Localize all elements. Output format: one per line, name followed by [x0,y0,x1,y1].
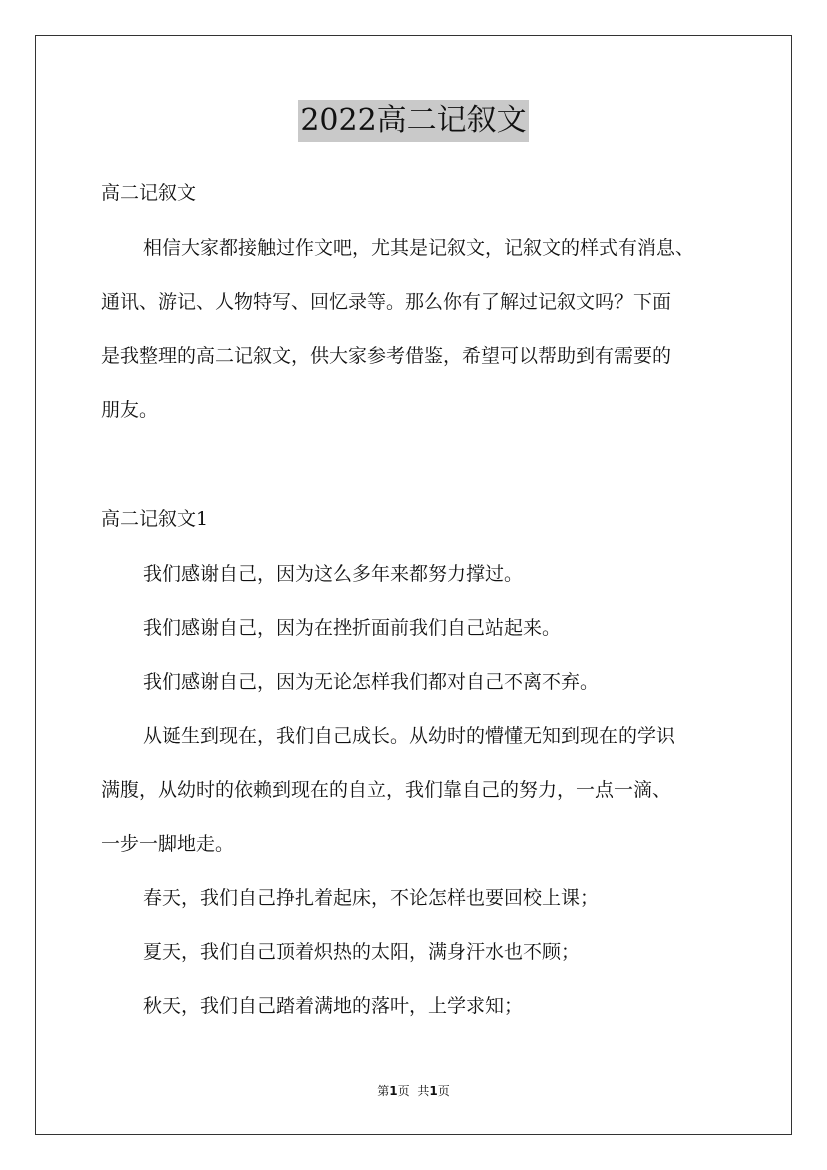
body-line-3: 我们感谢自己，因为无论怎样我们都对自己不离不弃。 [143,671,600,693]
section-heading: 高二记叙文 [101,182,197,204]
body-line-9: 秋天，我们自己踏着满地的落叶，上学求知； [143,995,524,1017]
document-title: 2022高二记叙文 [298,100,528,142]
intro-line-4: 朋友。 [101,399,159,421]
total-prefix: 共 [417,1084,430,1098]
body-line-5: 满腹，从幼时的依赖到现在的自立，我们靠自己的努力，一点一滴、 [101,779,672,801]
essay-heading: 高二记叙文1 [101,508,209,530]
body-line-7: 春天，我们自己挣扎着起床，不论怎样也要回校上课； [143,887,600,909]
body-line-1: 我们感谢自己，因为这么多年来都努力撑过。 [143,563,524,585]
title-container [0,100,827,142]
body-line-8: 夏天，我们自己顶着炽热的太阳，满身汗水也不顾； [143,941,581,963]
page-number: 1 [389,1084,398,1098]
body-line-2: 我们感谢自己，因为在挫折面前我们自己站起来。 [143,617,562,639]
body-line-6: 一步一脚地走。 [101,833,235,855]
intro-line-1: 相信大家都接触过作文吧，尤其是记叙文，记叙文的样式有消息、 [143,237,695,259]
intro-line-3: 是我整理的高二记叙文，供大家参考借鉴，希望可以帮助到有需要的 [101,345,672,367]
body-line-4: 从诞生到现在，我们自己成长。从幼时的懵懂无知到现在的学识 [143,725,676,747]
intro-line-2: 通讯、游记、人物特写、回忆录等。那么你有了解过记叙文吗？下面 [101,291,672,313]
total-suffix: 页 [437,1084,450,1098]
total-pages: 1 [429,1084,438,1098]
page-suffix: 页 [397,1084,410,1098]
page-prefix: 第 [377,1084,390,1098]
page-footer [0,1082,827,1099]
